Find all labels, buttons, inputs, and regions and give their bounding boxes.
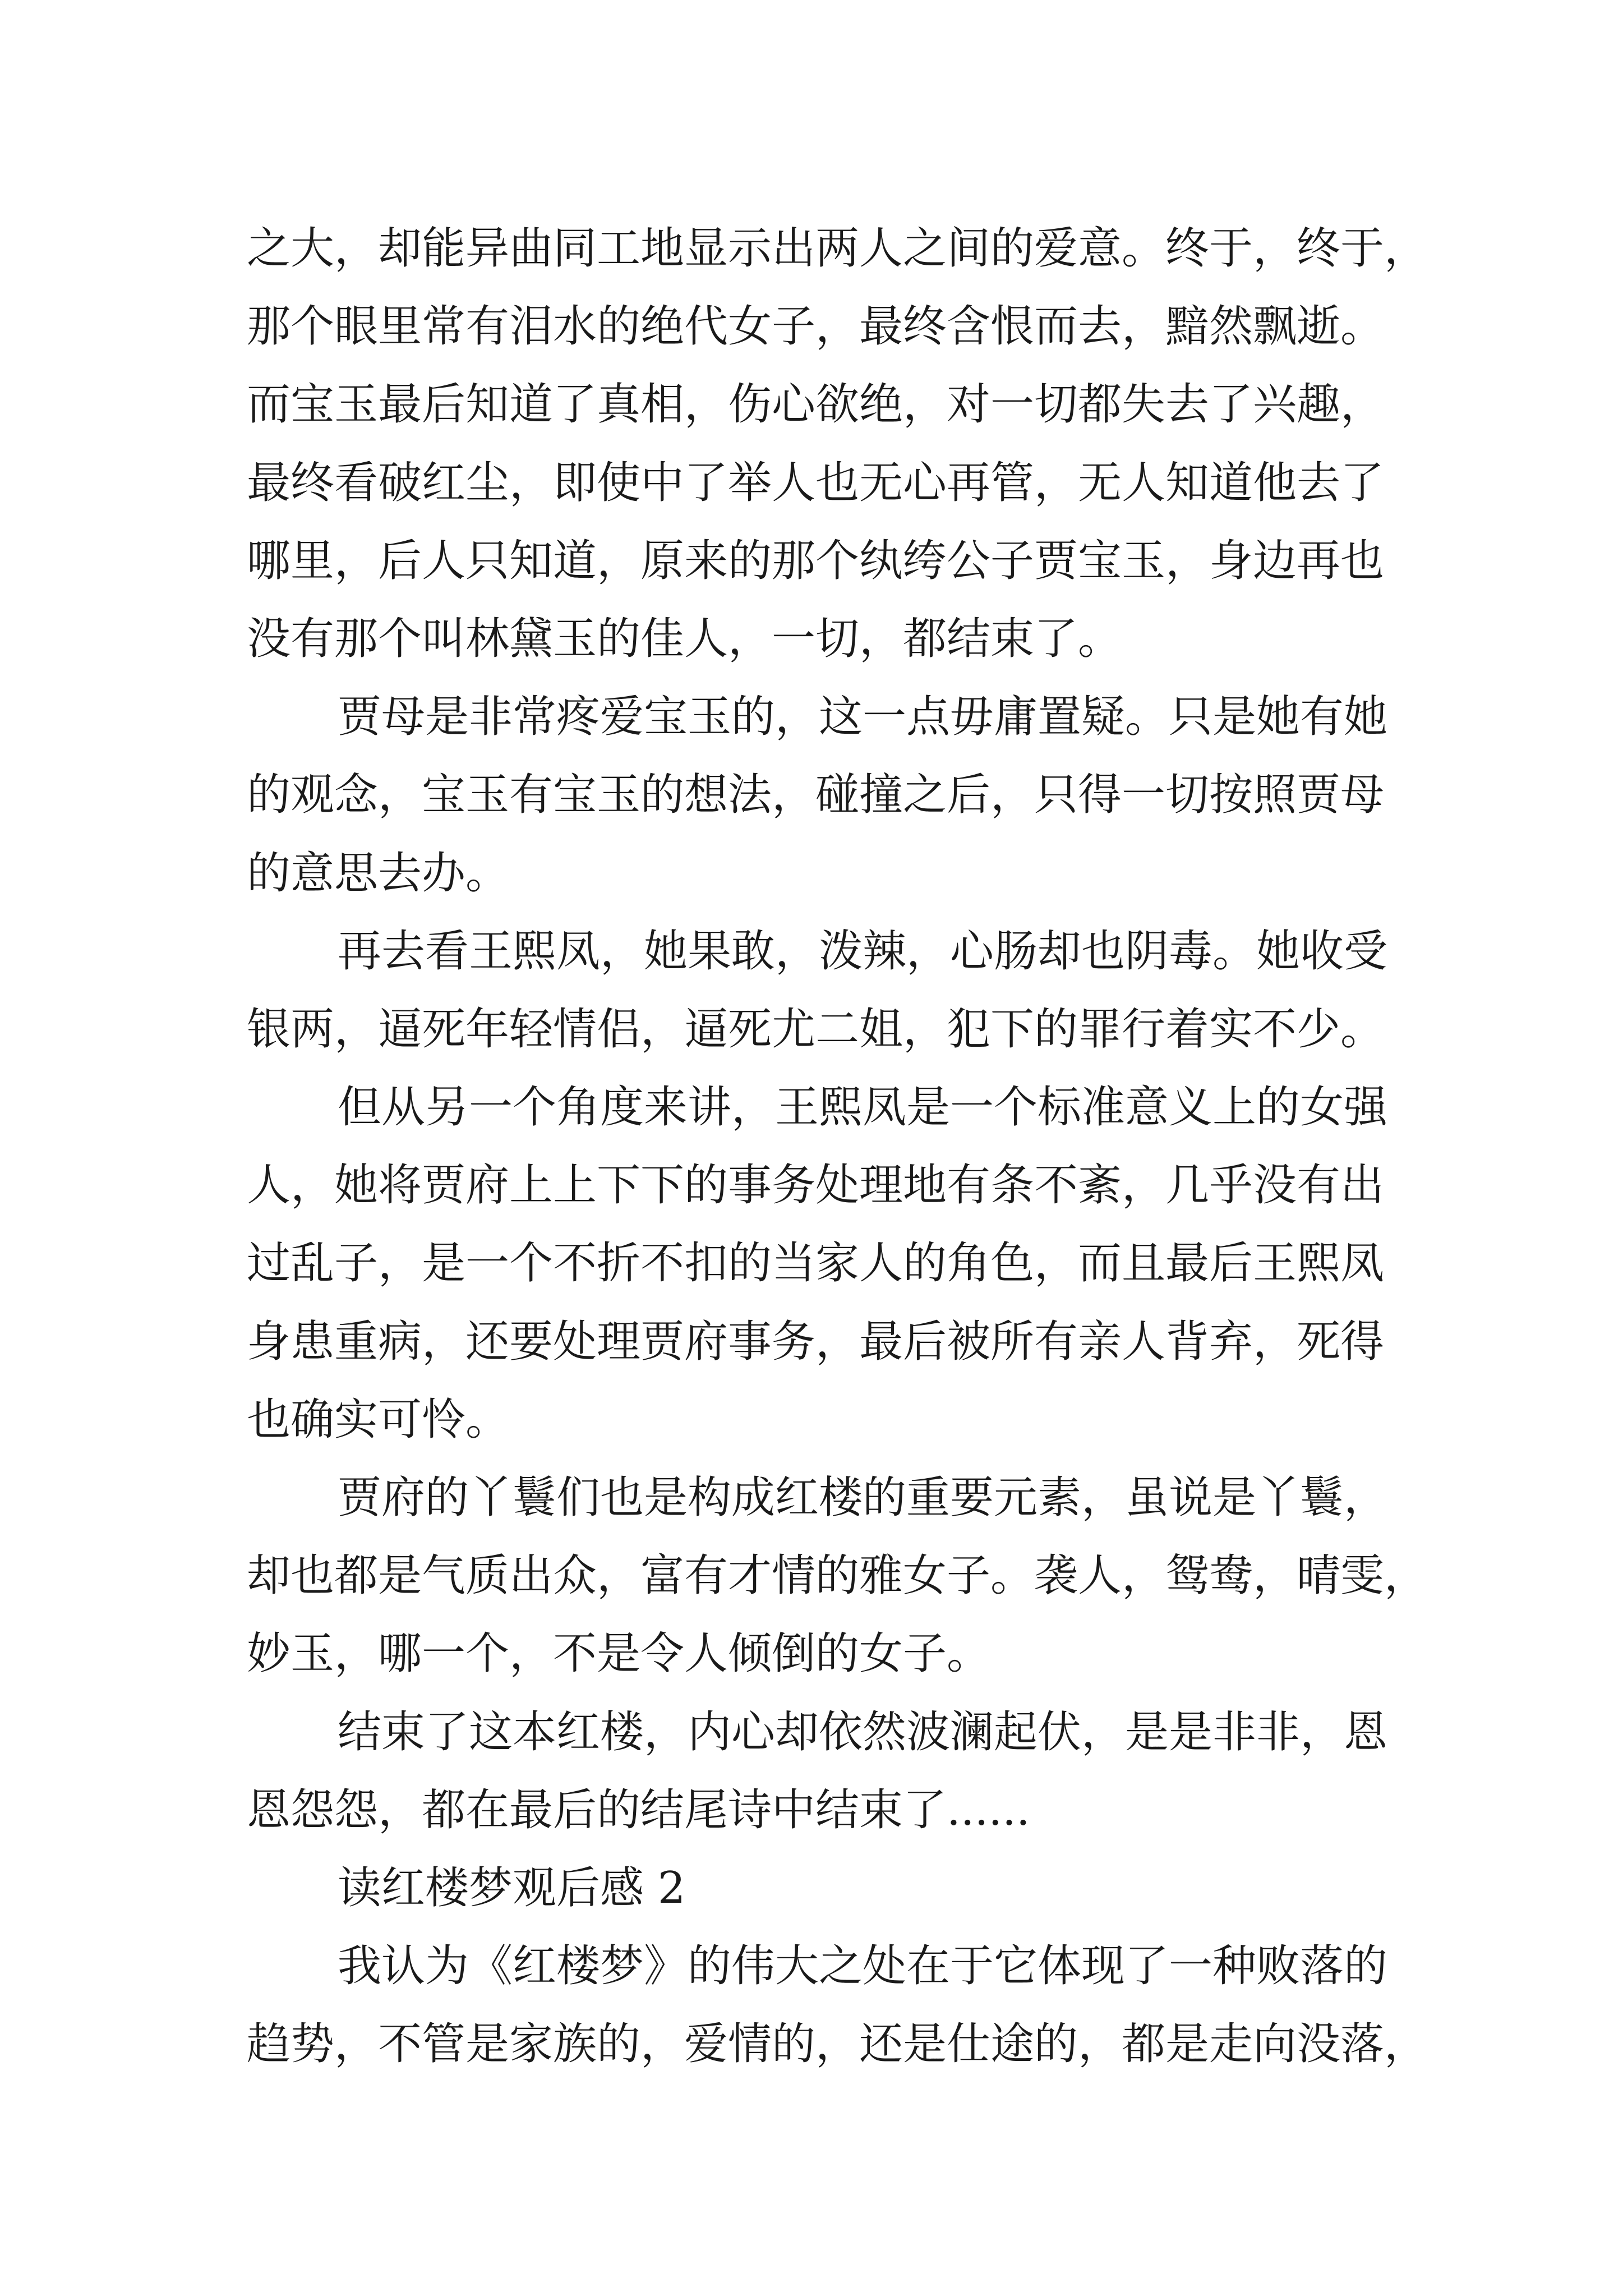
paragraph-first-line: 贾母是非常疼爱宝玉的，这一点毋庸置疑。只是她有她: [338, 692, 1388, 743]
text-line: 的意思去办。: [247, 848, 510, 899]
paragraph-first-line: 但从另一个角度来讲，王熙凤是一个标准意义上的女强: [338, 1082, 1388, 1133]
text-line: 哪里，后人只知道，原来的那个纨绔公子贾宝玉，身边再也: [247, 535, 1385, 586]
text-line: 却也都是气质出众，富有才情的雅女子。袭人，鸳鸯，晴雯，: [247, 1550, 1428, 1602]
text-line: 过乱子，是一个不折不扣的当家人的角色，而且最后王熙凤: [247, 1238, 1385, 1289]
text-line: 银两，逼死年轻情侣，逼死尤二姐，犯下的罪行着实不少。: [247, 1004, 1385, 1055]
paragraph-first-line: 贾府的丫鬟们也是构成红楼的重要元素，虽说是丫鬟，: [338, 1473, 1388, 1523]
text-line: 的观念，宝玉有宝玉的想法，碰撞之后，只得一切按照贾母: [247, 770, 1385, 821]
text-line: 也确实可怜。: [247, 1394, 510, 1445]
text-line: 恩怨怨，都在最后的结尾诗中结束了......: [247, 1784, 1030, 1835]
paragraph-first-line: 再去看王熙凤，她果敢，泼辣，心肠却也阴毒。她收受: [338, 926, 1388, 977]
text-line: 人，她将贾府上上下下的事务处理地有条不紊，几乎没有出: [247, 1160, 1385, 1211]
text-line: 最终看破红尘，即使中了举人也无心再管，无人知道他去了: [247, 457, 1385, 508]
text-line: 那个眼里常有泪水的绝代女子，最终含恨而去，黯然飘逝。: [247, 301, 1385, 352]
text-line: 而宝玉最后知道了真相，伤心欲绝，对一切都失去了兴趣，: [247, 379, 1385, 430]
text-line: 妙玉，哪一个，不是令人倾倒的女子。: [247, 1628, 991, 1680]
text-line: 之大，却能异曲同工地显示出两人之间的爱意。终于，终于，: [247, 223, 1428, 274]
paragraph-first-line: 读红楼梦观后感 2: [338, 1862, 686, 1913]
text-line: 身患重病，还要处理贾府事务，最后被所有亲人背弃，死得: [247, 1316, 1385, 1367]
body-text: [247, 210, 1428, 2084]
text-line: 没有那个叫林黛玉的佳人，一切，都结束了。: [247, 613, 1122, 664]
text-line: 趋势，不管是家族的，爱情的，还是仕途的，都是走向没落，: [247, 2019, 1428, 2070]
paragraph-first-line: 结束了这本红楼，内心却依然波澜起伏，是是非非，恩: [338, 1706, 1388, 1757]
paragraph-first-line: 我认为《红楼梦》的伟大之处在于它体现了一种败落的: [338, 1941, 1388, 1992]
